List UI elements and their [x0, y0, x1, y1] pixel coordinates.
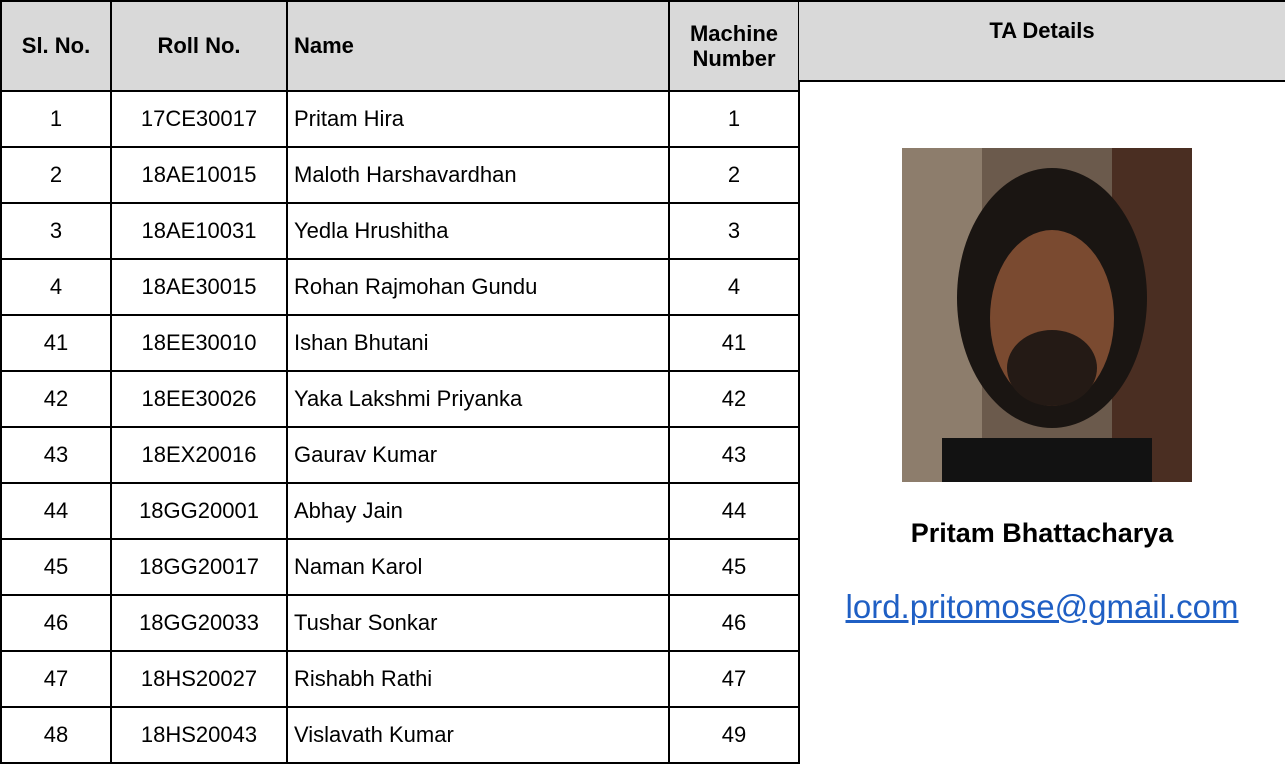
table-row [1, 203, 799, 259]
header-roll-no: Roll No. [111, 1, 287, 91]
cell-sl-no: 43 [1, 427, 111, 483]
cell-name: Rohan Rajmohan Gundu [287, 259, 669, 315]
ta-email-link[interactable]: lord.pritomose@gmail.com [845, 588, 1239, 625]
header-machine-line1: Machine [689, 21, 779, 46]
cell-machine-number: 3 [669, 203, 799, 259]
cell-name: Pritam Hira [287, 91, 669, 147]
table-header-row [1, 1, 799, 91]
cell-sl-no: 47 [1, 651, 111, 707]
cell-machine-number: 45 [669, 539, 799, 595]
cell-sl-no: 41 [1, 315, 111, 371]
cell-roll-no: 18AE10031 [111, 203, 287, 259]
table-row [1, 483, 799, 539]
table-row [1, 259, 799, 315]
cell-sl-no: 42 [1, 371, 111, 427]
cell-name: Yedla Hrushitha [287, 203, 669, 259]
table-row [1, 707, 799, 763]
ta-photo [902, 148, 1192, 482]
cell-machine-number: 49 [669, 707, 799, 763]
cell-machine-number: 43 [669, 427, 799, 483]
cell-sl-no: 48 [1, 707, 111, 763]
ta-name: Pritam Bhattacharya [910, 518, 1174, 548]
header-name: Name [287, 1, 669, 91]
cell-roll-no: 18EE30010 [111, 315, 287, 371]
header-sl-no: Sl. No. [1, 1, 111, 91]
cell-name: Rishabh Rathi [287, 651, 669, 707]
table-row [1, 371, 799, 427]
cell-sl-no: 4 [1, 259, 111, 315]
cell-roll-no: 18AE30015 [111, 259, 287, 315]
cell-roll-no: 18AE10015 [111, 147, 287, 203]
cell-machine-number: 2 [669, 147, 799, 203]
cell-machine-number: 47 [669, 651, 799, 707]
cell-roll-no: 18EX20016 [111, 427, 287, 483]
cell-sl-no: 45 [1, 539, 111, 595]
cell-name: Maloth Harshavardhan [287, 147, 669, 203]
cell-name: Vislavath Kumar [287, 707, 669, 763]
cell-sl-no: 2 [1, 147, 111, 203]
cell-sl-no: 1 [1, 91, 111, 147]
cell-roll-no: 18GG20017 [111, 539, 287, 595]
header-machine-line2: Number [692, 46, 776, 71]
table-row [1, 427, 799, 483]
cell-roll-no: 18HS20043 [111, 707, 287, 763]
cell-name: Gaurav Kumar [287, 427, 669, 483]
cell-roll-no: 17CE30017 [111, 91, 287, 147]
cell-machine-number: 1 [669, 91, 799, 147]
cell-machine-number: 44 [669, 483, 799, 539]
table-row [1, 91, 799, 147]
cell-sl-no: 44 [1, 483, 111, 539]
cell-sl-no: 3 [1, 203, 111, 259]
cell-roll-no: 18GG20033 [111, 595, 287, 651]
table-row [1, 539, 799, 595]
table-row [1, 315, 799, 371]
table-row [1, 651, 799, 707]
cell-machine-number: 46 [669, 595, 799, 651]
cell-roll-no: 18EE30026 [111, 371, 287, 427]
cell-name: Abhay Jain [287, 483, 669, 539]
cell-machine-number: 41 [669, 315, 799, 371]
cell-roll-no: 18GG20001 [111, 483, 287, 539]
cell-sl-no: 46 [1, 595, 111, 651]
cell-machine-number: 42 [669, 371, 799, 427]
cell-name: Tushar Sonkar [287, 595, 669, 651]
cell-roll-no: 18HS20027 [111, 651, 287, 707]
cell-name: Yaka Lakshmi Priyanka [287, 371, 669, 427]
cell-name: Ishan Bhutani [287, 315, 669, 371]
ta-details-header: TA Details [799, 0, 1285, 82]
header-machine-number [669, 1, 799, 91]
table-row [1, 595, 799, 651]
cell-machine-number: 4 [669, 259, 799, 315]
cell-name: Naman Karol [287, 539, 669, 595]
table-row [1, 147, 799, 203]
